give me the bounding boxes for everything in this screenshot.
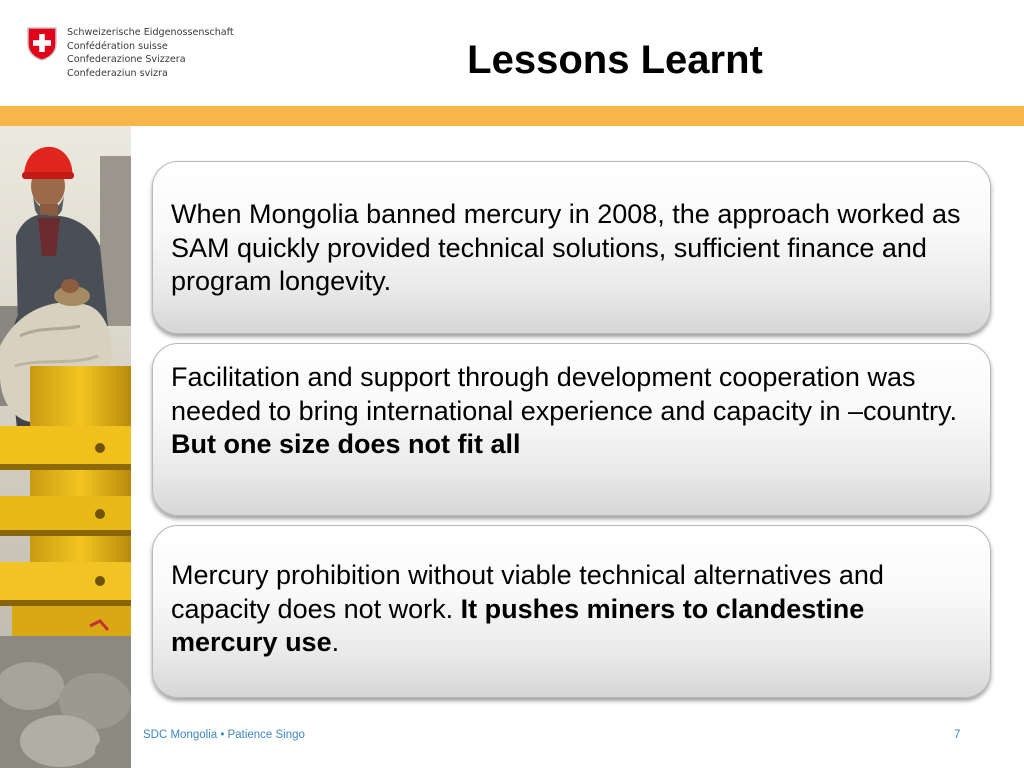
- org-line-de: Schweizerische Eidgenossenschaft: [67, 27, 234, 38]
- miner-photo: [0, 126, 131, 768]
- lesson-box-2: [152, 343, 991, 516]
- swiss-shield-icon: [26, 26, 58, 62]
- miner-photo-image: [0, 126, 131, 768]
- lesson-box-1: [152, 161, 991, 334]
- lesson-3-tail: .: [331, 627, 340, 657]
- swiss-confederation-logo: [26, 26, 234, 80]
- page-number: 7: [954, 729, 961, 741]
- lesson-3-text: Mercury prohibition without viable technical alternatives and capacity does not work.: [171, 560, 884, 624]
- slide-header: [0, 0, 1024, 108]
- orange-header-band: [0, 106, 1024, 126]
- lesson-box-3: [152, 525, 991, 698]
- slide-title: Lessons Learnt: [467, 38, 763, 82]
- lesson-2-text: Facilitation and support through development cooperation was needed to bring international experience and capacity in –country.: [171, 362, 958, 426]
- lesson-3-emphasis: It pushes miners to clandestine mercury use: [171, 593, 865, 657]
- org-line-fr: Confédération suisse: [67, 40, 168, 52]
- footer-author: SDC Mongolia • Patience Singo: [143, 729, 305, 741]
- org-line-it: Confederazione Svizzera: [67, 54, 186, 65]
- org-name-lines: [67, 26, 234, 80]
- org-line-rm: Confederaziun svizra: [67, 67, 168, 79]
- lesson-1-text: When Mongolia banned mercury in 2008, the approach worked as SAM quickly provided technical solutions, sufficient finance and program longevity.: [171, 199, 961, 296]
- lesson-2-emphasis: But one size does not fit all: [171, 429, 521, 459]
